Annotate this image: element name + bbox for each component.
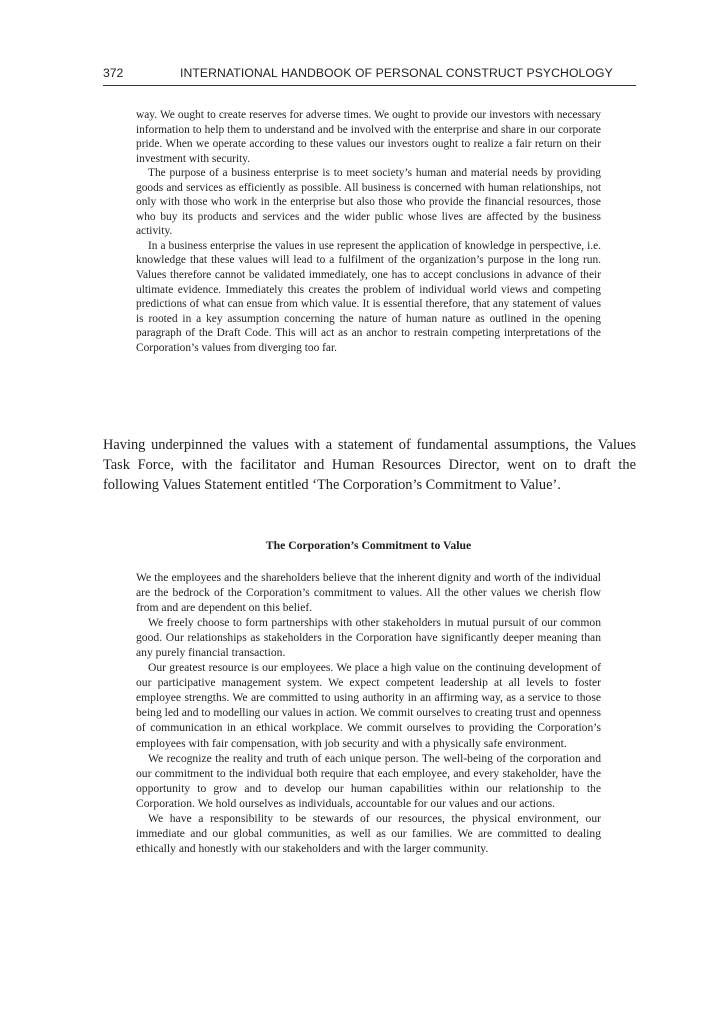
page-number: 372 xyxy=(103,66,124,80)
quote-paragraph: way. We ought to create reserves for adverse times. We ought to provide our investors with necessary information to help them to understand and be involved with the enterprise and share in our corporate pride. When we operate according to these values our investors ought to realize a fair return on their investment with security. xyxy=(136,109,601,165)
body-paragraph: Having underpinned the values with a statement of fundamental assumptions, the Values Task Force, with the facilitator and Human Resources Director, went on to draft the following Values Statement entitled ‘The Corporation’s Commitment to Value’. xyxy=(103,437,636,493)
body-text xyxy=(103,436,636,495)
running-header xyxy=(103,66,636,86)
block-quote-commitment xyxy=(136,570,601,856)
running-title: INTERNATIONAL HANDBOOK OF PERSONAL CONSTRUCT PSYCHOLOGY xyxy=(180,66,613,80)
block-quote-values xyxy=(136,108,601,355)
commitment-paragraph: We have a responsibility to be stewards of our resources, the physical environment, our immediate and our global communities, as well as our families. We are committed to dealing ethically and honestly with our stakeholders and with the larger community. xyxy=(136,811,601,855)
commitment-paragraph: We the employees and the shareholders believe that the inherent dignity and worth of the individual are the bedrock of the Corporation’s commitment to values. All the other values we cherish flow from and are dependent on this belief. xyxy=(136,571,601,615)
commitment-paragraph: We freely choose to form partnerships with other stakeholders in mutual pursuit of our common good. Our relationships as stakeholders in the Corporation have significantly deeper meaning than any purely financial transaction. xyxy=(136,616,601,660)
commitment-title: The Corporation’s Commitment to Value xyxy=(265,539,472,552)
commitment-paragraph: We recognize the reality and truth of each unique person. The well-being of the corporation and our commitment to the individual both require that each employee, and every stakeholder, have the opportunity to grow and to develop our human capabilities within our relationship to the Corporation. We hold ourselves as individuals, accountable for our values and our actions. xyxy=(136,751,601,810)
quote-paragraph: In a business enterprise the values in use represent the application of knowledge in perspective, i.e. knowledge that these values will lead to a fulfilment of the organization’s purpose in the long run. Values therefore cannot be validated immediately, one has to accept conclusions in advance of their ultimate evidence. Immediately this creates the problem of individual world views and competing predictions of what can ensue from which value. It is essential therefore, that any statement of values is rooted in a key assumption concerning the nature of human nature as outlined in the opening paragraph of the Draft Code. This will act as an anchor to restrain competing interpretations of the Corporation’s values from diverging too far. xyxy=(136,239,601,354)
quote-paragraph: The purpose of a business enterprise is to meet society’s human and material needs by providing goods and services as efficiently as possible. All business is concerned with human relationships, not only with those who work in the enterprise but also those who provide the financial resources, those who buy its products and services and the wider public whose lives are affected by the business activity. xyxy=(136,167,601,238)
commitment-paragraph: Our greatest resource is our employees. We place a high value on the continuing development of our participative management system. We expect competent leadership at all levels to foster employee strengths. We are committed to using authority in an affirming way, as a service to those being led and to modelling our values in action. We commit ourselves to creating trust and openness of communication in an ethical workplace. We commit ourselves to providing the Corporation’s employees with fair compensation, with job security and with a physically safe environment. xyxy=(136,661,601,750)
